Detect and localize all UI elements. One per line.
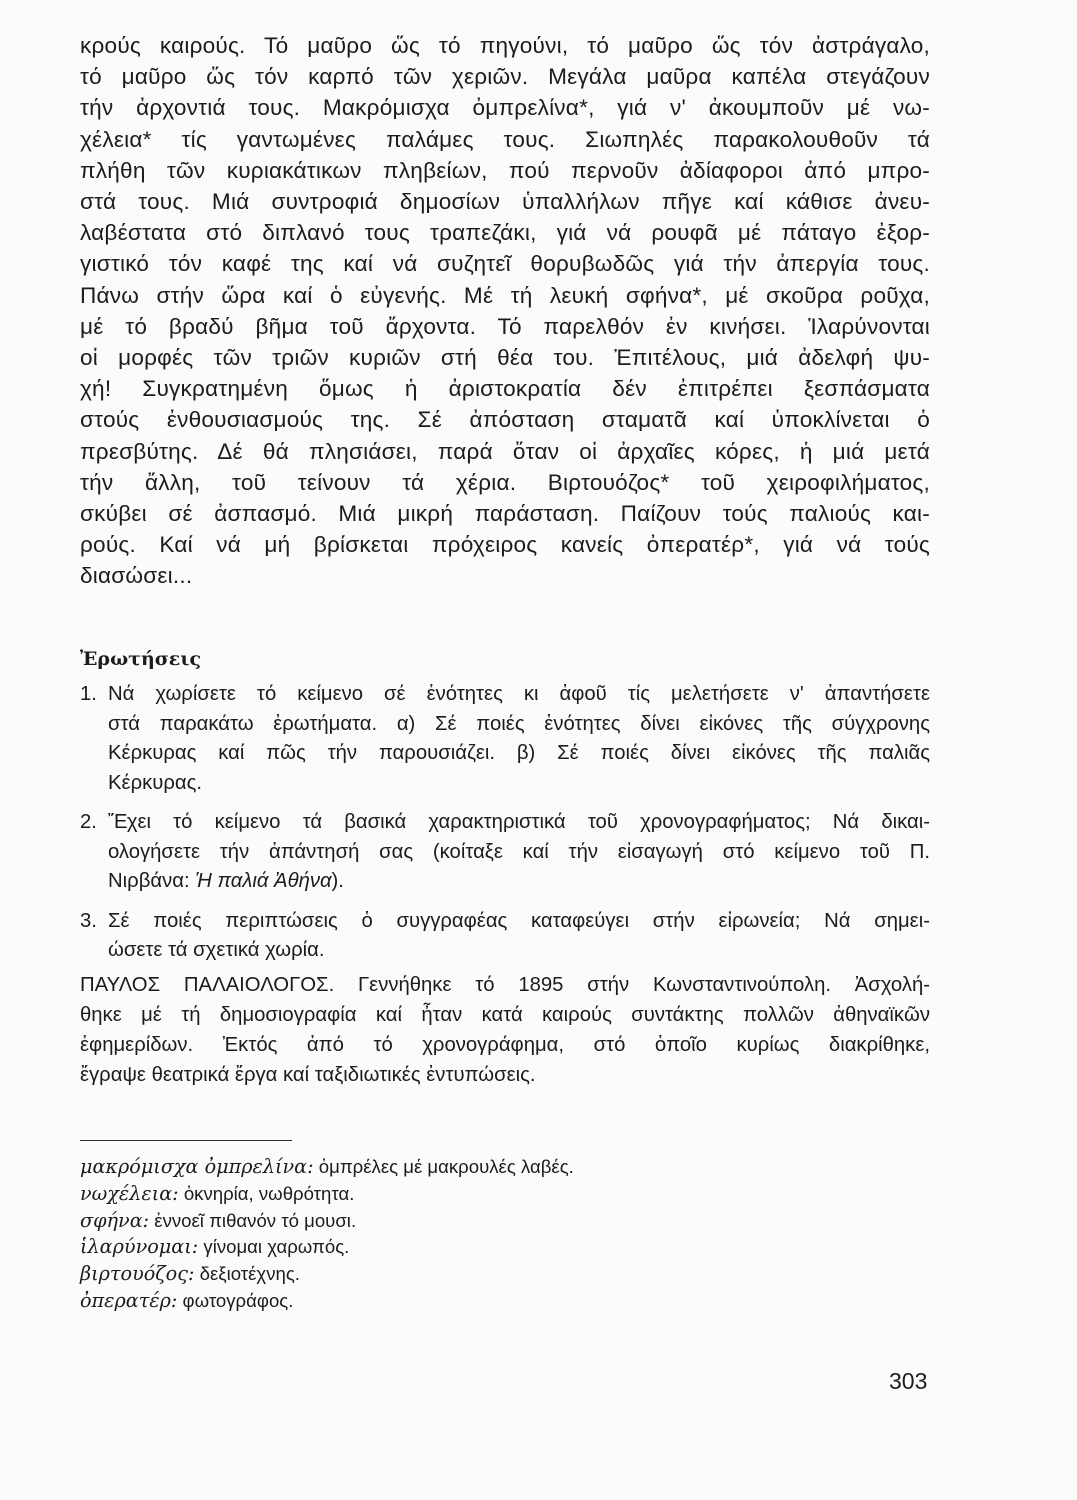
text-line: οἱ μορφές τῶν τριῶν κυριῶν στή θέα του. Ἐπιτέλους, μιά ἀδελφή ψυ- xyxy=(80,345,930,371)
text-line: τήν ἄλλη, τοῦ τείνουν τά χέρια. Βιρτουόζος* τοῦ χειροφιλήματος, xyxy=(80,469,930,495)
question-item xyxy=(80,680,930,798)
text-line: στούς ἐνθουσιασμούς της. Σέ ἀπόσταση σταματᾶ καί ὑποκλίνεται ὁ xyxy=(80,407,930,433)
glossary-entry xyxy=(80,1154,574,1181)
page-number: 303 xyxy=(889,1368,928,1394)
glossary-definition: ὀκνηρία, νωθρότητα. xyxy=(183,1182,355,1204)
text-line: γιστικό τόν καφέ της καί νά συζητεῖ θορυβωδῶς γιά τήν ἀπεργία τους. xyxy=(80,251,930,277)
question-line: Κέρκυρας. xyxy=(108,771,203,794)
footnote-divider xyxy=(80,1140,292,1141)
glossary-definition: δεξιοτέχνης. xyxy=(199,1263,300,1285)
question-number: 2. xyxy=(80,811,97,833)
glossary-entry xyxy=(80,1288,574,1315)
question-line: στά παρακάτω ἐρωτήματα. α) Σέ ποιές ἑνότητες δίνει εἰκόνες τῆς σύγχρονης xyxy=(108,712,930,735)
question-line: Νά χωρίσετε τό κείμενο σέ ἑνότητες κι ἀφοῦ τίς μελετήσετε ν' ἀπαντήσετε xyxy=(108,683,930,705)
question-item xyxy=(80,907,930,966)
text-line: σκύβει σέ ἀσπασμό. Μιά μικρή παράσταση. Παίζουν τούς παλιούς και- xyxy=(80,501,930,527)
text-line: πλήθη τῶν κυριακάτικων πληβείων, πού περνοῦν ἀδίαφοροι ἀπό μπρο- xyxy=(80,157,930,183)
glossary-term: ἱλαρύνομαι: xyxy=(80,1235,199,1259)
text-line: λαβέστατα στό διπλανό τους τραπεζάκι, γιά νά ρουφᾶ μέ πάταγο ἐξορ- xyxy=(80,220,930,246)
text-line: χή! Συγκρατημένη ὅμως ἡ ἀριστοκρατία δέν ἐπιτρέπει ξεσπάσματα xyxy=(80,376,930,402)
glossary-definition: ἐννοεῖ πιθανόν τό μουσι. xyxy=(154,1209,357,1231)
bio-line: ΠΑΥΛΟΣ ΠΑΛΑΙΟΛΟΓΟΣ. Γεννήθηκε τό 1895 στήν Κωνσταντινούπολη. Ἀσχολή- xyxy=(80,974,930,996)
text-line: κρούς καιρούς. Τό μαῦρο ὥς τό πηγούνι, τό μαῦρο ὥς τόν ἀστράγαλο, xyxy=(80,33,930,58)
author-biography xyxy=(80,970,930,1090)
glossary-definition: ὀμπρέλες μέ μακρουλές λαβές. xyxy=(318,1156,574,1177)
text-line: διασώσει... xyxy=(80,563,193,589)
glossary-footnotes xyxy=(80,1154,574,1315)
glossary-definition: φωτογράφος. xyxy=(182,1289,294,1311)
glossary-term: ὀπερατέρ: xyxy=(80,1288,178,1312)
text-line: ρούς. Καί νά μή βρίσκεται πρόχειρος κανείς ὀπερατέρ*, γιά νά τούς xyxy=(80,532,930,558)
question-line-with-title xyxy=(108,867,930,897)
text-line: τήν ἀρχοντιά τους. Μακρόμισχα ὀμπρελίνα*, γιά ν' ἀκουμποῦν μέ νω- xyxy=(80,95,930,121)
question-line: Ἔχει τό κείμενο τά βασικά χαρακτηριστικά τοῦ χρονογραφήματος; Νά δικαι- xyxy=(108,811,930,833)
question-line: ώσετε τά σχετικά χωρία. xyxy=(108,939,325,961)
glossary-entry xyxy=(80,1234,574,1261)
question-item xyxy=(80,808,930,897)
glossary-term: βιρτουόζος: xyxy=(80,1262,195,1286)
glossary-term: μακρόμισχα ὀμπρελίνα: xyxy=(80,1155,314,1178)
glossary-term: νωχέλεια: xyxy=(80,1181,179,1205)
glossary-entry xyxy=(80,1181,574,1208)
bio-line: ἔγραψε θεατρικά ἔργα καί ταξιδιωτικές ἐντυπώσεις. xyxy=(80,1064,536,1086)
text-line: τό μαῦρο ὥς τόν καρπό τῶν χεριῶν. Μεγάλα μαῦρα καπέλα στεγάζουν xyxy=(80,64,930,90)
question-number: 3. xyxy=(80,909,97,932)
glossary-term: σφήνα: xyxy=(80,1208,150,1232)
text-line: χέλεια* τίς γαντωμένες παλάμες τους. Σιωπηλές παρακολουθοῦν τά xyxy=(80,126,930,152)
questions-list xyxy=(80,680,930,976)
glossary-entry xyxy=(80,1261,574,1288)
text-line: Πάνω στήν ὥρα καί ὁ εὐγενής. Μέ τή λευκή σφήνα*, μέ σκοῦρα ροῦχα, xyxy=(80,282,930,308)
glossary-entry xyxy=(80,1208,574,1235)
question-line: Κέρκυρας καί πῶς τήν παρουσιάζει. β) Σέ ποιές δίνει εἰκόνες τῆς παλιᾶς xyxy=(108,742,930,764)
questions-heading: Ἐρωτήσεις xyxy=(80,648,202,670)
bio-line: ἐφημερίδων. Ἐκτός ἀπό τό χρονογράφημα, στό ὁποῖο κυρίως διακρίθηκε, xyxy=(80,1034,930,1056)
question-line-suffix: ). xyxy=(331,870,344,892)
question-line-text: Νιρβάνα: xyxy=(108,870,196,892)
text-line: μέ τό βραδύ βῆμα τοῦ ἄρχοντα. Τό παρελθόν ἐν κινήσει. Ἱλαρύνονται xyxy=(80,313,930,339)
text-line: στά τους. Μιά συντροφιά δημοσίων ὑπαλλήλων πῆγε καί κάθισε ἀνευ- xyxy=(80,189,930,215)
main-text-body xyxy=(80,30,930,592)
question-number: 1. xyxy=(80,683,97,705)
question-line: Σέ ποιές περιπτώσεις ὁ συγγραφέας καταφεύγει στήν εἰρωνεία; Νά σημει- xyxy=(108,909,930,932)
question-line: ολογήσετε τήν ἀπάντησή σας (κοίταξε καί τήν εἰσαγωγή στό κείμενο τοῦ Π. xyxy=(108,840,930,863)
referenced-work-title: Ἡ παλιά Ἀθήνα xyxy=(195,870,332,892)
bio-line: θηκε μέ τή δημοσιογραφία καί ἦταν κατά καιρούς συντάκτης πολλῶν ἀθηναϊκῶν xyxy=(80,1004,930,1026)
text-line: πρεσβύτης. Δέ θά πλησιάσει, παρά ὅταν οἱ ἀρχαῖες κόρες, ἡ μιά μετά xyxy=(80,438,930,464)
glossary-definition: γίνομαι χαρωπός. xyxy=(203,1236,350,1258)
